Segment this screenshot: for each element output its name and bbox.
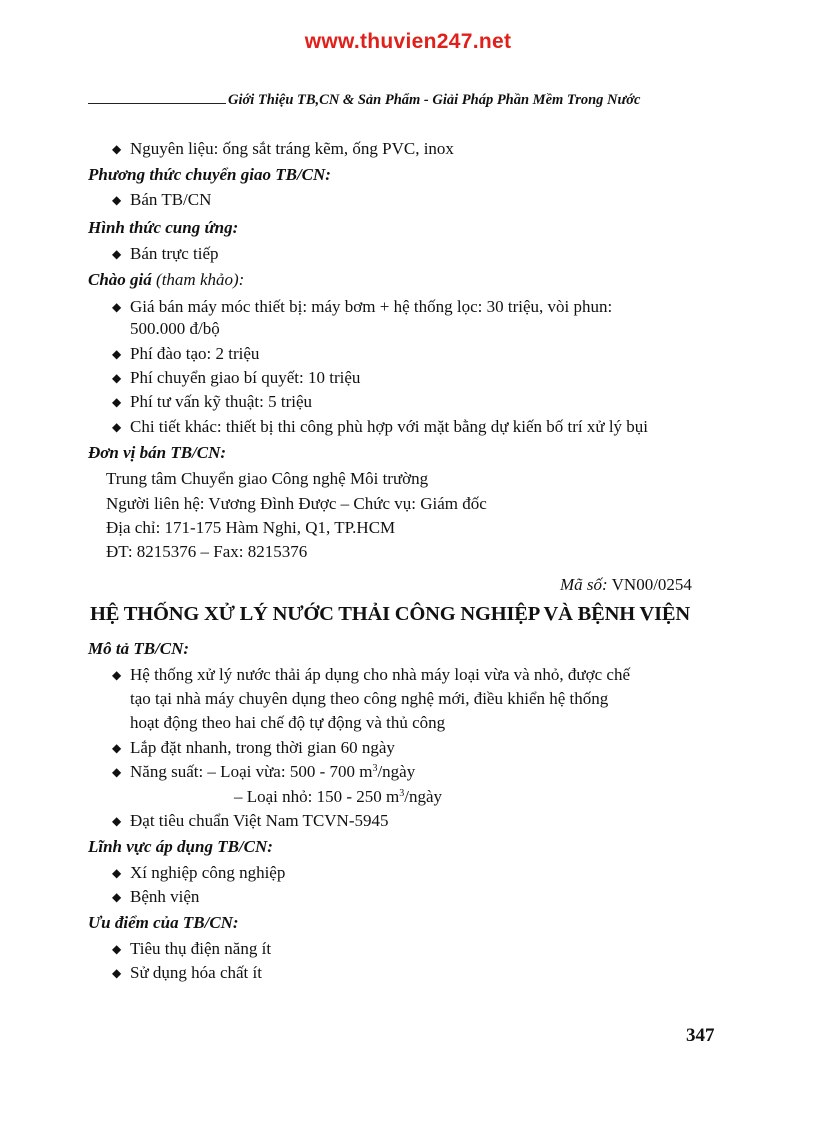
bullet-icon: ◆ <box>112 814 122 828</box>
seller-line: Người liên hệ: Vương Đình Được – Chức vụ: Giám đốc <box>106 494 487 513</box>
list-item-continuation: hoạt động theo hai chế độ tự động và thủ công <box>130 713 446 732</box>
list-item-continuation: tạo tại nhà máy chuyên dụng theo công nghệ mới, điều khiển hệ thống <box>130 689 609 708</box>
page-number: 347 <box>686 1025 715 1046</box>
header-rule <box>88 103 226 104</box>
bullet-icon: ◆ <box>112 765 122 779</box>
description-heading: Mô tả TB/CN: <box>88 639 190 658</box>
list-item: ◆ Nguyên liệu: ống sắt tráng kẽm, ống PVC, inox <box>112 139 454 158</box>
running-header: Giới Thiệu TB,CN & Sản Phẩm - Giải Pháp Phần Mềm Trong Nước <box>228 92 641 108</box>
section-title: HỆ THỐNG XỬ LÝ NƯỚC THẢI CÔNG NGHIỆP VÀ BỆNH VIỆN <box>90 603 690 625</box>
list-item: ◆ Hệ thống xử lý nước thải áp dụng cho nhà máy loại vừa và nhỏ, được chế <box>112 665 631 684</box>
bullet-icon: ◆ <box>112 942 122 956</box>
bullet-icon: ◆ <box>112 668 122 682</box>
list-item: ◆ Tiêu thụ điện năng ít <box>112 939 272 958</box>
bullet-icon: ◆ <box>112 142 122 156</box>
bullet-icon: ◆ <box>112 247 122 261</box>
bullet-icon: ◆ <box>112 371 122 385</box>
list-item: ◆ Phí đào tạo: 2 triệu <box>112 344 260 363</box>
list-item: ◆ Sử dụng hóa chất ít <box>112 963 262 982</box>
list-item: ◆ Giá bán máy móc thiết bị: máy bơm + hệ thống lọc: 30 triệu, vòi phun: <box>112 297 613 316</box>
list-item: ◆ Bán trực tiếp <box>112 244 219 263</box>
transfer-method-heading: Phương thức chuyển giao TB/CN: <box>88 165 331 184</box>
list-item: ◆ Bán TB/CN <box>112 190 212 209</box>
bullet-icon: ◆ <box>112 300 122 314</box>
list-item: ◆ Năng suất: – Loại vừa: 500 - 700 $m^3$/ngày <box>112 762 416 781</box>
bullet-icon: ◆ <box>112 347 122 361</box>
list-item: ◆ Bệnh viện <box>112 887 200 906</box>
list-item-continuation: 500.000 đ/bộ <box>130 319 220 338</box>
list-item: ◆ Đạt tiêu chuẩn Việt Nam TCVN-5945 <box>112 811 389 830</box>
seller-line: ĐT: 8215376 – Fax: 8215376 <box>106 542 308 561</box>
list-item: ◆ Xí nghiệp công nghiệp <box>112 863 286 882</box>
bullet-icon: ◆ <box>112 866 122 880</box>
bullet-icon: ◆ <box>112 395 122 409</box>
bullet-icon: ◆ <box>112 741 122 755</box>
price-heading: Chào giá (tham khảo): <box>88 270 245 289</box>
seller-heading: Đơn vị bán TB/CN: <box>88 443 227 462</box>
bullet-icon: ◆ <box>112 420 122 434</box>
product-code: Mã số: VN00/0254 <box>560 575 692 594</box>
advantages-heading: Ưu điểm của TB/CN: <box>88 913 239 932</box>
watermark-text: www.thuvien247.net <box>304 30 512 53</box>
application-heading: Lĩnh vực áp dụng TB/CN: <box>88 837 273 856</box>
bullet-icon: ◆ <box>112 193 122 207</box>
seller-line: Địa chỉ: 171-175 Hàm Nghi, Q1, TP.HCM <box>106 518 396 537</box>
list-item: ◆ Lắp đặt nhanh, trong thời gian 60 ngày <box>112 738 395 757</box>
supply-form-heading: Hình thức cung ứng: <box>88 218 239 237</box>
bullet-icon: ◆ <box>112 890 122 904</box>
list-item: ◆ Phí chuyển giao bí quyết: 10 triệu <box>112 368 361 387</box>
seller-line: Trung tâm Chuyển giao Công nghệ Môi trường <box>106 469 429 488</box>
bullet-icon: ◆ <box>112 966 122 980</box>
list-item: ◆ Chi tiết khác: thiết bị thi công phù hợp với mặt bằng dự kiến bố trí xử lý bụi <box>112 417 649 436</box>
list-item: ◆ Phí tư vấn kỹ thuật: 5 triệu <box>112 392 313 411</box>
list-item-continuation: – Loại nhỏ: 150 - 250 $m^3$/ngày <box>234 787 443 806</box>
